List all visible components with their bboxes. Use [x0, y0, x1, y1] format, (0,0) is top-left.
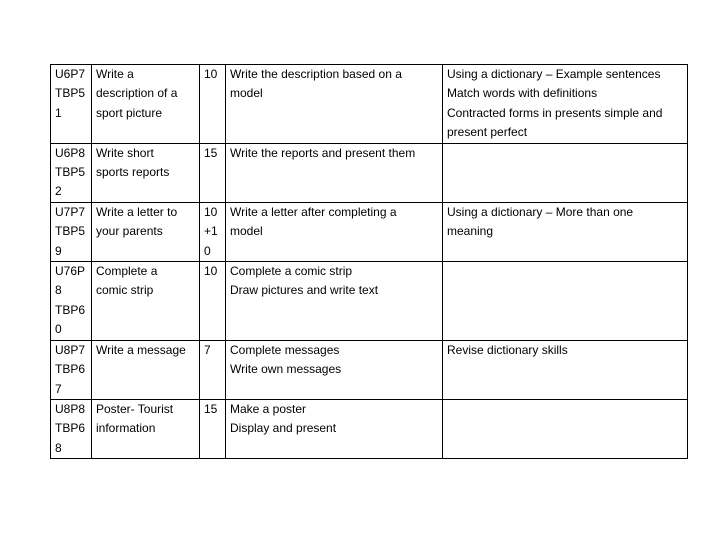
- unit-code-line: 2: [55, 184, 62, 199]
- task-line: your parents: [96, 224, 163, 239]
- task-line: Write short: [96, 145, 154, 160]
- task-line: Write a letter to: [96, 204, 178, 219]
- skills-line: Contracted forms in presents simple and: [447, 105, 663, 120]
- skills-cell: [443, 262, 688, 341]
- table-row: [51, 262, 688, 341]
- time-line: +1: [204, 224, 218, 239]
- unit-code-line: U6P7: [55, 67, 86, 81]
- skills-cell: [443, 143, 688, 202]
- skills-line: Match words with definitions: [447, 86, 598, 101]
- time-cell: [200, 143, 226, 202]
- activities-line: Make a poster: [230, 401, 307, 416]
- unit-code-cell: [51, 262, 92, 341]
- time-line: 15: [204, 401, 218, 416]
- activities-line: model: [230, 86, 263, 101]
- task-cell: [92, 340, 200, 399]
- skills-line: meaning: [447, 224, 494, 239]
- skills-cell: [443, 65, 688, 144]
- activities-cell: [226, 262, 443, 341]
- task-line: Poster- Tourist: [96, 401, 174, 416]
- task-line: Write a message: [96, 342, 186, 357]
- unit-code-line: TBP6: [55, 421, 86, 436]
- table-row: [51, 399, 688, 458]
- activities-line: Display and present: [230, 421, 337, 436]
- activities-line: Complete a comic strip: [230, 264, 353, 279]
- skills-line: present perfect: [447, 125, 528, 140]
- table-row: [51, 340, 688, 399]
- activities-line: Write a letter after completing a: [230, 204, 397, 219]
- unit-code-cell: [51, 143, 92, 202]
- task-cell: [92, 65, 200, 144]
- activities-line: Write the reports and present them: [230, 145, 416, 160]
- task-line: Write a: [96, 67, 134, 81]
- activities-line: Write the description based on a: [230, 67, 402, 81]
- skills-line: Revise dictionary skills: [447, 342, 568, 357]
- activities-line: Draw pictures and write text: [230, 283, 379, 298]
- lesson-plan-body: [51, 65, 688, 459]
- time-line: 10: [204, 204, 218, 219]
- unit-code-line: 1: [55, 105, 62, 120]
- unit-code-line: U6P8: [55, 145, 86, 160]
- task-line: sports reports: [96, 165, 170, 180]
- task-line: Complete a: [96, 264, 158, 279]
- unit-code-line: 8: [55, 283, 62, 298]
- unit-code-line: TBP5: [55, 165, 86, 180]
- activities-cell: [226, 399, 443, 458]
- time-cell: [200, 65, 226, 144]
- unit-code-line: U8P7: [55, 342, 86, 357]
- unit-code-cell: [51, 202, 92, 261]
- unit-code-line: 9: [55, 243, 62, 258]
- unit-code-line: U76P: [55, 264, 86, 279]
- skills-cell: [443, 399, 688, 458]
- activities-cell: [226, 65, 443, 144]
- time-line: 15: [204, 145, 218, 160]
- time-line: 0: [204, 243, 211, 258]
- task-line: description of a: [96, 86, 178, 101]
- unit-code-line: TBP5: [55, 86, 86, 101]
- table-row: [51, 202, 688, 261]
- unit-code-line: U7P7: [55, 204, 86, 219]
- skills-cell: [443, 340, 688, 399]
- unit-code-line: TBP6: [55, 302, 86, 317]
- activities-line: model: [230, 224, 263, 239]
- time-cell: [200, 399, 226, 458]
- task-line: comic strip: [96, 283, 154, 298]
- unit-code-line: 0: [55, 322, 62, 337]
- skills-line: Using a dictionary – More than one: [447, 204, 634, 219]
- unit-code-cell: [51, 65, 92, 144]
- lesson-plan-table: [50, 64, 688, 459]
- activities-cell: [226, 340, 443, 399]
- activities-cell: [226, 202, 443, 261]
- time-cell: [200, 202, 226, 261]
- time-cell: [200, 340, 226, 399]
- time-cell: [200, 262, 226, 341]
- unit-code-line: 8: [55, 440, 62, 455]
- unit-code-line: 7: [55, 381, 62, 396]
- unit-code-cell: [51, 399, 92, 458]
- task-cell: [92, 399, 200, 458]
- activities-cell: [226, 143, 443, 202]
- task-line: sport picture: [96, 105, 163, 120]
- unit-code-line: U8P8: [55, 401, 86, 416]
- task-line: information: [96, 421, 156, 436]
- time-line: 10: [204, 67, 218, 81]
- task-cell: [92, 202, 200, 261]
- time-line: 10: [204, 264, 218, 279]
- skills-cell: [443, 202, 688, 261]
- task-cell: [92, 143, 200, 202]
- unit-code-line: TBP6: [55, 362, 86, 377]
- activities-line: Write own messages: [230, 362, 342, 377]
- skills-line: Using a dictionary – Example sentences: [447, 67, 661, 81]
- unit-code-line: TBP5: [55, 224, 86, 239]
- time-line: 7: [204, 342, 211, 357]
- unit-code-cell: [51, 340, 92, 399]
- table-row: [51, 143, 688, 202]
- table-row: [51, 65, 688, 144]
- task-cell: [92, 262, 200, 341]
- activities-line: Complete messages: [230, 342, 340, 357]
